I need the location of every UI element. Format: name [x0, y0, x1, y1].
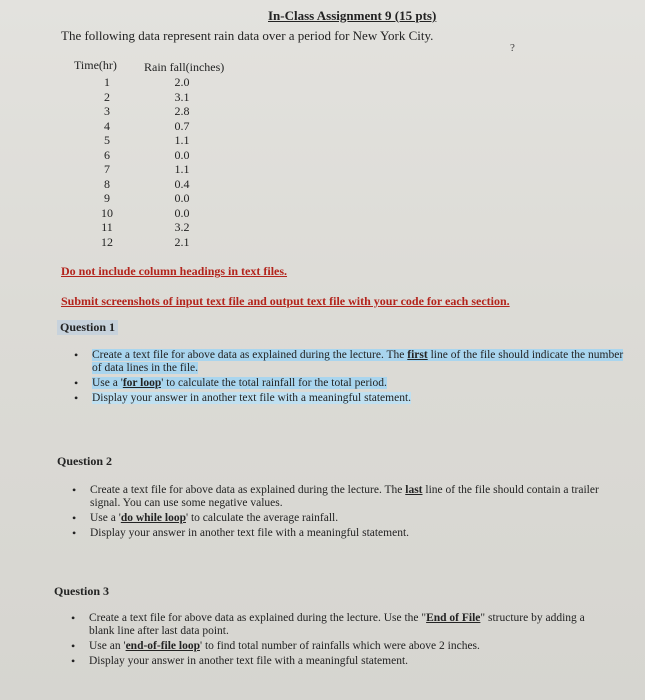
- rainfall-cell: 3.1: [174, 89, 190, 104]
- time-cell: 1: [104, 75, 110, 89]
- question-2-list: [72, 483, 618, 542]
- list-item: • Create a text file for above data as explained during the lecture. The last line of the file should contain a trailer signal. You can use some negative values.: [72, 483, 599, 509]
- rainfall-cell: 0.4: [174, 176, 190, 191]
- bullet-icon: •: [72, 511, 77, 525]
- time-cell: 11: [101, 220, 113, 234]
- list-item: • Use an 'end-of-file loop' to find total number of rainfalls which were above 2 inches.: [71, 639, 480, 653]
- rainfall-cell: 1.1: [174, 133, 190, 147]
- time-cell: 10: [101, 205, 113, 220]
- list-item: • Create a text file for above data as explained during the lecture. The first line of the file should indicate the number of data lines in the file.: [74, 348, 624, 374]
- list-item: • Display your answer in another text file with a meaningful statement.: [71, 654, 409, 668]
- margin-mark: ?: [510, 42, 515, 54]
- rainfall-cell: 1.1: [174, 162, 190, 176]
- bullet-icon: •: [72, 483, 77, 497]
- rainfall-cell: 0.7: [174, 118, 190, 133]
- instruction-screenshots: Submit screenshots of input text file and output text file with your code for each section.: [61, 294, 510, 308]
- bullet-icon: •: [71, 654, 76, 668]
- time-cell: 6: [104, 147, 110, 162]
- rainfall-cell: 0.0: [174, 205, 190, 220]
- time-cell: 12: [101, 234, 113, 249]
- instruction-no-headings: Do not include column headings in text files.: [61, 264, 288, 278]
- bullet-icon: •: [74, 376, 79, 390]
- list-item: • Use a 'do while loop' to calculate the average rainfall.: [72, 511, 339, 525]
- bullet-icon: •: [72, 526, 77, 540]
- list-item: • Display your answer in another text file with a meaningful statement.: [72, 526, 410, 540]
- column-header-time: Time(hr): [74, 58, 117, 72]
- bullet-icon: •: [74, 391, 79, 405]
- bullet-icon: •: [74, 348, 79, 362]
- rainfall-cell: 2.0: [174, 75, 190, 89]
- time-cell: 5: [104, 133, 110, 147]
- intro-text: The following data represent rain data over a period for New York City.: [61, 28, 434, 43]
- rainfall-cell: 0.0: [174, 191, 190, 205]
- rainfall-cell: 0.0: [174, 147, 190, 162]
- time-cell: 8: [104, 176, 110, 191]
- rainfall-cell: 2.1: [174, 234, 190, 249]
- question-3-heading: Question 3: [54, 584, 110, 598]
- time-cell: 4: [104, 118, 110, 133]
- bullet-icon: •: [71, 639, 76, 653]
- time-cell: 7: [104, 162, 110, 176]
- rainfall-cell: 2.8: [174, 104, 190, 118]
- question-1-heading: Question 1: [57, 320, 118, 335]
- list-item: • Use a 'for loop' to calculate the total rainfall for the total period.: [74, 376, 387, 390]
- time-cell: 9: [104, 191, 110, 205]
- list-item: • Create a text file for above data as explained during the lecture. Use the "End of File" structure by adding a blank line after last data point.: [71, 611, 585, 637]
- question-1-list: [74, 348, 627, 407]
- column-header-rainfall: Rain fall(inches): [144, 60, 225, 74]
- time-cell: 2: [104, 89, 110, 104]
- list-item: • Display your answer in another text file with a meaningful statement.: [74, 391, 412, 405]
- question-3-list: [71, 611, 609, 670]
- question-2-heading: Question 2: [57, 454, 113, 468]
- assignment-title: In-Class Assignment 9 (15 pts): [268, 8, 437, 23]
- bullet-icon: •: [71, 611, 76, 625]
- time-cell: 3: [104, 104, 110, 118]
- rainfall-cell: 3.2: [174, 220, 190, 234]
